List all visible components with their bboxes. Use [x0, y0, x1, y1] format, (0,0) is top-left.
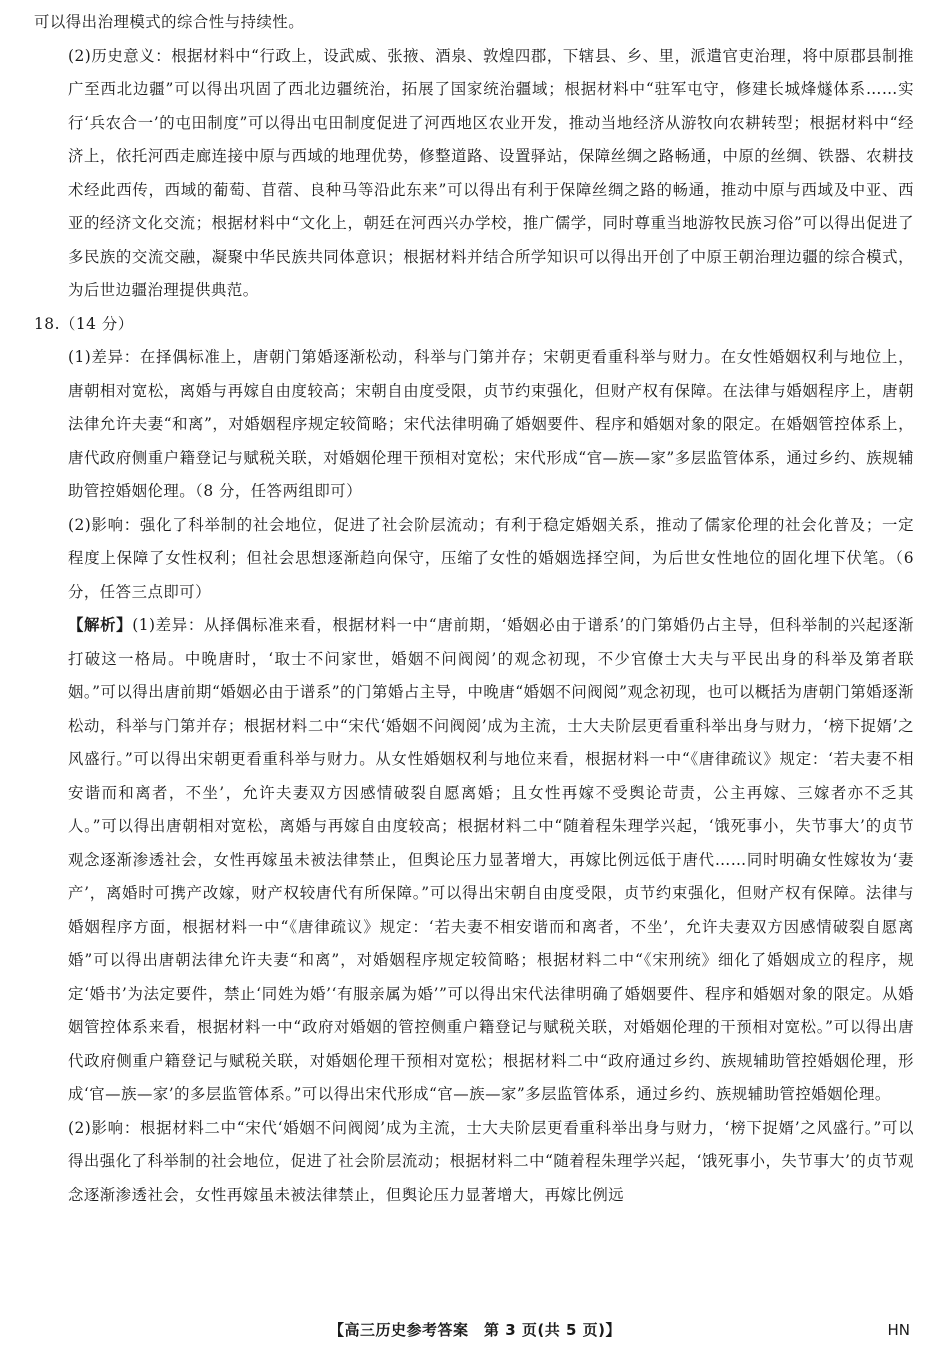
paragraph-q18-differences: (1)差异：在择偶标准上，唐朝门第婚逐渐松动，科举与门第并存；宋朝更看重科举与财力。在女性婚姻权利与地位上，唐朝相对宽松，离婚与再嫁自由度较高；宋朝自由度受限，贞节约束强化，但财产权有保障。在法律与婚姻程序上，唐朝法律允许夫妻“和离”，对婚姻程序规定较简略；宋代法律明确了婚姻要件、程序和婚姻对象的限定。在婚姻管控体系上，唐代政府侧重户籍登记与赋税关联，对婚姻伦理干预相对宽松；宋代形成“官—族—家”多层监管体系，通过乡约、族规辅助管控婚姻伦理。（8 分，任答两组即可）: [68, 348, 914, 500]
answer-content: [34, 6, 914, 1212]
footer-code: HN: [887, 1321, 910, 1339]
analysis-text: (1)差异：从择偶标准来看，根据材料一中“唐前期，‘婚姻必由于谱系’的门第婚仍占主导，但科举制的兴起逐渐打破这一格局。中晚唐时，‘取士不问家世，婚姻不问阀阅’的观念初现，不少官僚士大夫与平民出身的科举及第者联姻。”可以得出唐前期“婚姻必由于谱系”的门第婚占主导，中晚唐“婚姻不问阀阅”观念初现，也可以概括为唐朝门第婚逐渐松动，科举与门第并存；根据材料二中“宋代‘婚姻不问阀阅’成为主流，士大夫阶层更看重科举出身与财力，‘榜下捉婿’之风盛行。”可以得出宋朝更看重科举与财力。从女性婚姻权利与地位来看，根据材料一中“《唐律疏议》规定：‘若夫妻不相安谐而和离者，不坐’，允许夫妻双方因感情破裂自愿离婚；且女性再嫁不受舆论苛责，公主再嫁、三嫁者亦不乏其人。”可以得出唐朝相对宽松，离婚与再嫁自由度较高；根据材料二中“随着程朱理学兴起，‘饿死事小，失节事大’的贞节观念逐渐渗透社会，女性再嫁虽未被法律禁止，但舆论压力显著增大，再嫁比例远低于唐代……同时明确女性嫁妆为‘妻产’，离婚时可携产改嫁，财产权较唐代有所保障。”可以得出宋朝自由度受限，贞节约束强化，但财产权有保障。法律与婚姻程序方面，根据材料一中“《唐律疏议》规定：‘若夫妻不相安谐而和离者，不坐’，允许夫妻双方因感情破裂自愿离婚”可以得出唐朝法律允许夫妻“和离”，对婚姻程序规定较简略；根据材料二中“《宋刑统》细化了婚姻成立的程序，规定‘婚书’为法定要件，禁止‘同姓为婚’‘有服亲属为婚’”可以得出宋代法律明确了婚姻要件、程序和婚姻对象的限定。从婚姻管控体系来看，根据材料一中“政府对婚姻的管控侧重户籍登记与赋税关联，对婚姻伦理的干预相对宽松。”可以得出唐代政府侧重户籍登记与赋税关联，对婚姻伦理干预相对宽松；根据材料二中“政府通过乡约、族规辅助管控婚姻伦理，形成‘官—族—家’的多层监管体系。”可以得出宋代形成“官—族—家”多层监管体系，通过乡约、族规辅助管控婚姻伦理。: [68, 616, 914, 1103]
paragraph-continuation: 可以得出治理模式的综合性与持续性。: [34, 13, 305, 31]
question-18-header: 18.（14 分）: [34, 314, 134, 333]
paragraph-q18-impact: (2)影响：强化了科举制的社会地位，促进了社会阶层流动；有利于稳定婚姻关系，推动了儒家伦理的社会化普及；一定程度上保障了女性权利；但社会思想逐渐趋向保守，压缩了女性的婚姻选择空间，为后世女性地位的固化埋下伏笔。（6 分，任答三点即可）: [68, 515, 914, 601]
paragraph-analysis: [34, 609, 914, 1112]
analysis-label: 【解析】: [68, 616, 133, 634]
page-footer: [0, 1316, 950, 1344]
paragraph-analysis-impact: (2)影响：根据材料二中“宋代‘婚姻不问阀阅’成为主流，士大夫阶层更看重科举出身与财力，‘榜下捉婿’之风盛行。”可以得出强化了科举制的社会地位，促进了社会阶层流动；根据材料二中“随着程朱理学兴起，‘饿死事小，失节事大’的贞节观念逐渐渗透社会，女性再嫁虽未被法律禁止，但舆论压力显著增大，再嫁比例远: [68, 1118, 914, 1204]
footer-title: 【高三历史参考答案 第 3 页(共 5 页)】: [329, 1321, 621, 1339]
paragraph-historical-significance: (2)历史意义：根据材料中“行政上，设武威、张掖、酒泉、敦煌四郡，下辖县、乡、里，派遣官吏治理，将中原郡县制推广至西北边疆”可以得出巩固了西北边疆统治，拓展了国家统治疆域；根据材料中“驻军屯守，修建长城烽燧体系……实行‘兵农合一’的屯田制度”可以得出屯田制度促进了河西地区农业开发，推动当地经济从游牧向农耕转型；根据材料中“经济上，依托河西走廊连接中原与西域的地理优势，修整道路、设置驿站，保障丝绸之路畅通，中原的丝绸、铁器、农耕技术经此西传，西域的葡萄、苜蓿、良种马等沿此东来”可以得出有利于保障丝绸之路的畅通，推动中原与西域及中亚、西亚的经济文化交流；根据材料中“文化上，朝廷在河西兴办学校，推广儒学，同时尊重当地游牧民族习俗”可以得出促进了多民族的交流交融，凝聚中华民族共同体意识；根据材料并结合所学知识可以得出开创了中原王朝治理边疆的综合模式，为后世边疆治理提供典范。: [68, 46, 914, 299]
